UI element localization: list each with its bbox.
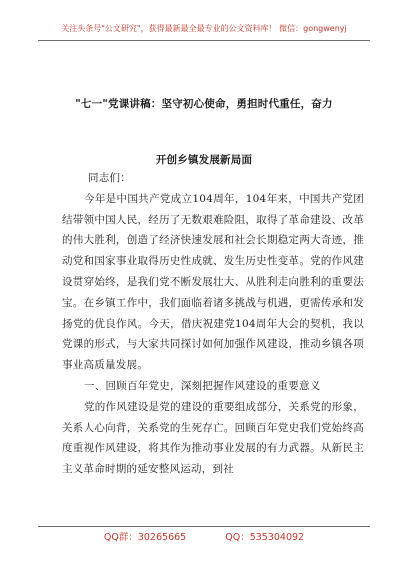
paragraph: 党的作风建设是党的建设的重要组成部分，关系党的形象，关系人心向背，关系党的生死存亡。回顾百年党史我们党始终高度重视作风建设，将其作为推动事业发展的有力武器。从新民主主义革命时期的延安整风运动，到社 — [62, 400, 364, 476]
page-header — [38, 18, 370, 41]
section-heading: 一、回顾百年党史，深刻把握作风建设的重要意义 — [84, 379, 321, 392]
document-body — [62, 168, 364, 480]
salutation: 同志们： — [88, 172, 131, 184]
page-footer — [38, 526, 370, 549]
header-text: 关注头条号"公文研究"，获得最新最全最专业的公文资料库！ 微信：gongwenyj — [61, 24, 347, 33]
footer-qq-group: QQ群：30265665 — [103, 532, 187, 543]
paragraph: 今年是中国共产党成立104周年，104年来，中国共产党团结带领中国人民，经历了无数艰难险阻，取得了革命建设、改革的伟大胜利，创造了经济快速发展和社会长期稳定两大奇迹，推动党和国家事业取得历史性成就、发生历史性变革。党的作风建设贯穿始终，是我们党不断发展壮大、从胜利走向胜利的重要法宝。在乡镇工作中，我们面临着诸多挑战与机遇，更需传承和发扬党的优良作风。今天，借庆祝建党104周年大会的契机，我以党课的形式，与大家共同探讨如何加强作风建设，推动乡镇各项事业高质量发展。 — [62, 192, 364, 372]
footer-qq: QQ：535304092 — [225, 532, 305, 543]
title-line-1: "七一"党课讲稿：坚守初心使命，勇担时代重任，奋力 — [75, 98, 333, 110]
title-line-2: 开创乡镇发展新局面 — [155, 154, 253, 166]
